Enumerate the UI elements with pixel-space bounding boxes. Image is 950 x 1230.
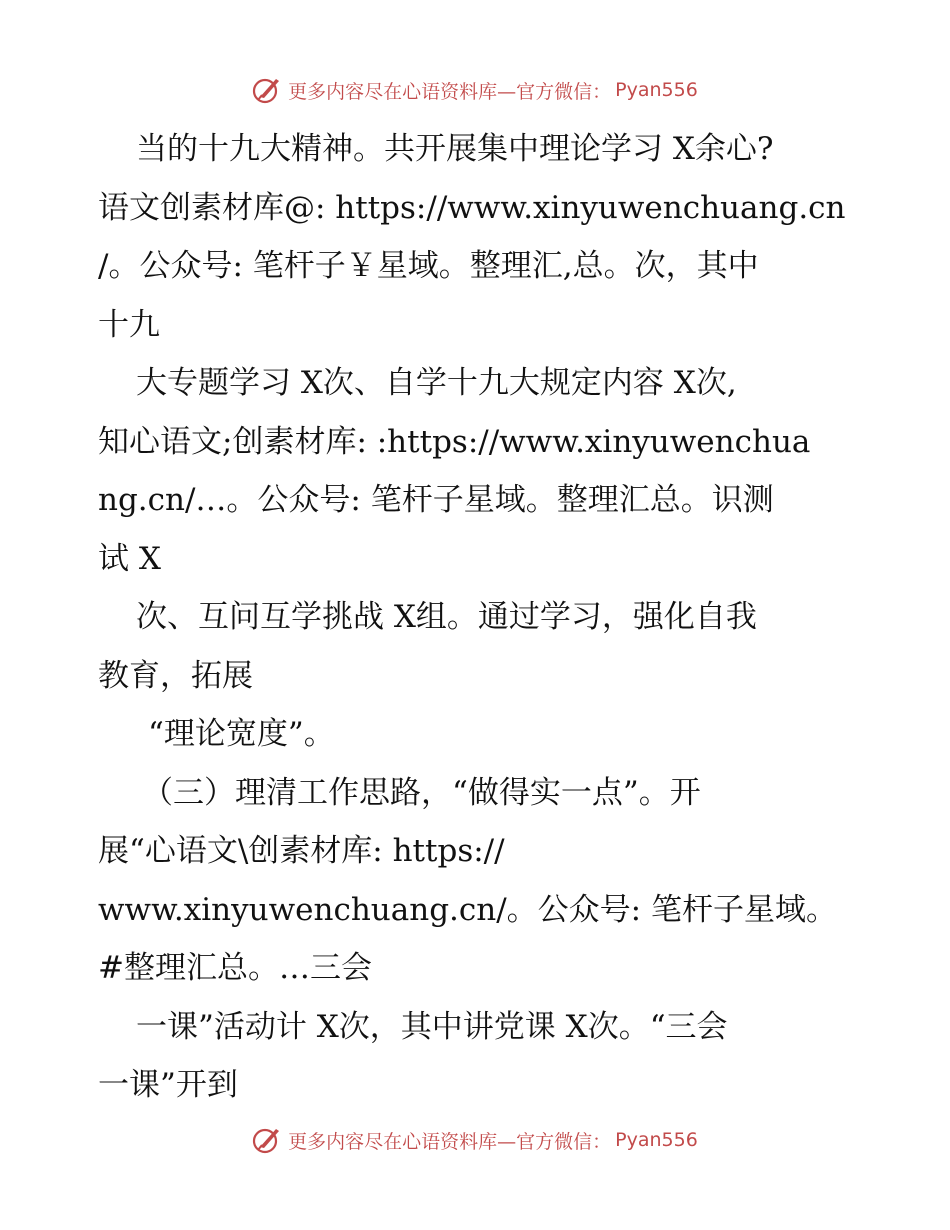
quill-logo-icon [252, 75, 282, 105]
text-line: 当的十九大精神。共开展集中理论学习 X余心? [136, 131, 774, 167]
text-line: 次、互问互学挑战 X组。通过学习，强化自我 [136, 599, 757, 635]
footer-banner [0, 1120, 950, 1160]
text-line: （三）理清工作思路，“做得实一点”。开 [142, 774, 701, 811]
text-line: ng.cn/…。公众号: 笔杆子星域。整理汇总。识测 [98, 482, 774, 518]
text-line: /。公众号: 笔杆子￥星域。整理汇,总。次，其中 [98, 248, 759, 284]
text-line: 试 X [98, 540, 161, 577]
text-line: “理论宽度”。 [148, 716, 335, 752]
banner-text: 更多内容尽在心语资料库—官方微信： [288, 80, 612, 103]
text-line: 展“心语文\创素材库: https:// [98, 833, 505, 869]
text-line: #整理汇总。…三会 [98, 950, 372, 986]
text-line: 一课”活动计 X次，其中讲党课 X次。“三会 [136, 1008, 728, 1045]
text-line: 知心语文;创素材库: :https://www.xinyuwenchua [98, 423, 811, 460]
quill-logo-icon [252, 1125, 282, 1155]
text-line: 一课”开到 [98, 1067, 238, 1103]
banner-wechat-id: Pyan556 [615, 79, 698, 101]
text-line: 教育，拓展 [98, 657, 253, 694]
text-line: www.xinyuwenchuang.cn/。公众号: 笔杆子星域。 [98, 891, 837, 928]
text-line: 语文创素材库@: https://www.xinyuwenchuang.cn [98, 189, 846, 226]
text-line: 大专题学习 X次、自学十九大规定内容 X次, [136, 365, 737, 401]
banner-text: 更多内容尽在心语资料库—官方微信： [288, 1130, 612, 1153]
body-text [98, 120, 858, 1115]
banner-wechat-id: Pyan556 [615, 1129, 698, 1151]
header-banner [0, 70, 950, 110]
text-line: 十九 [98, 306, 160, 343]
